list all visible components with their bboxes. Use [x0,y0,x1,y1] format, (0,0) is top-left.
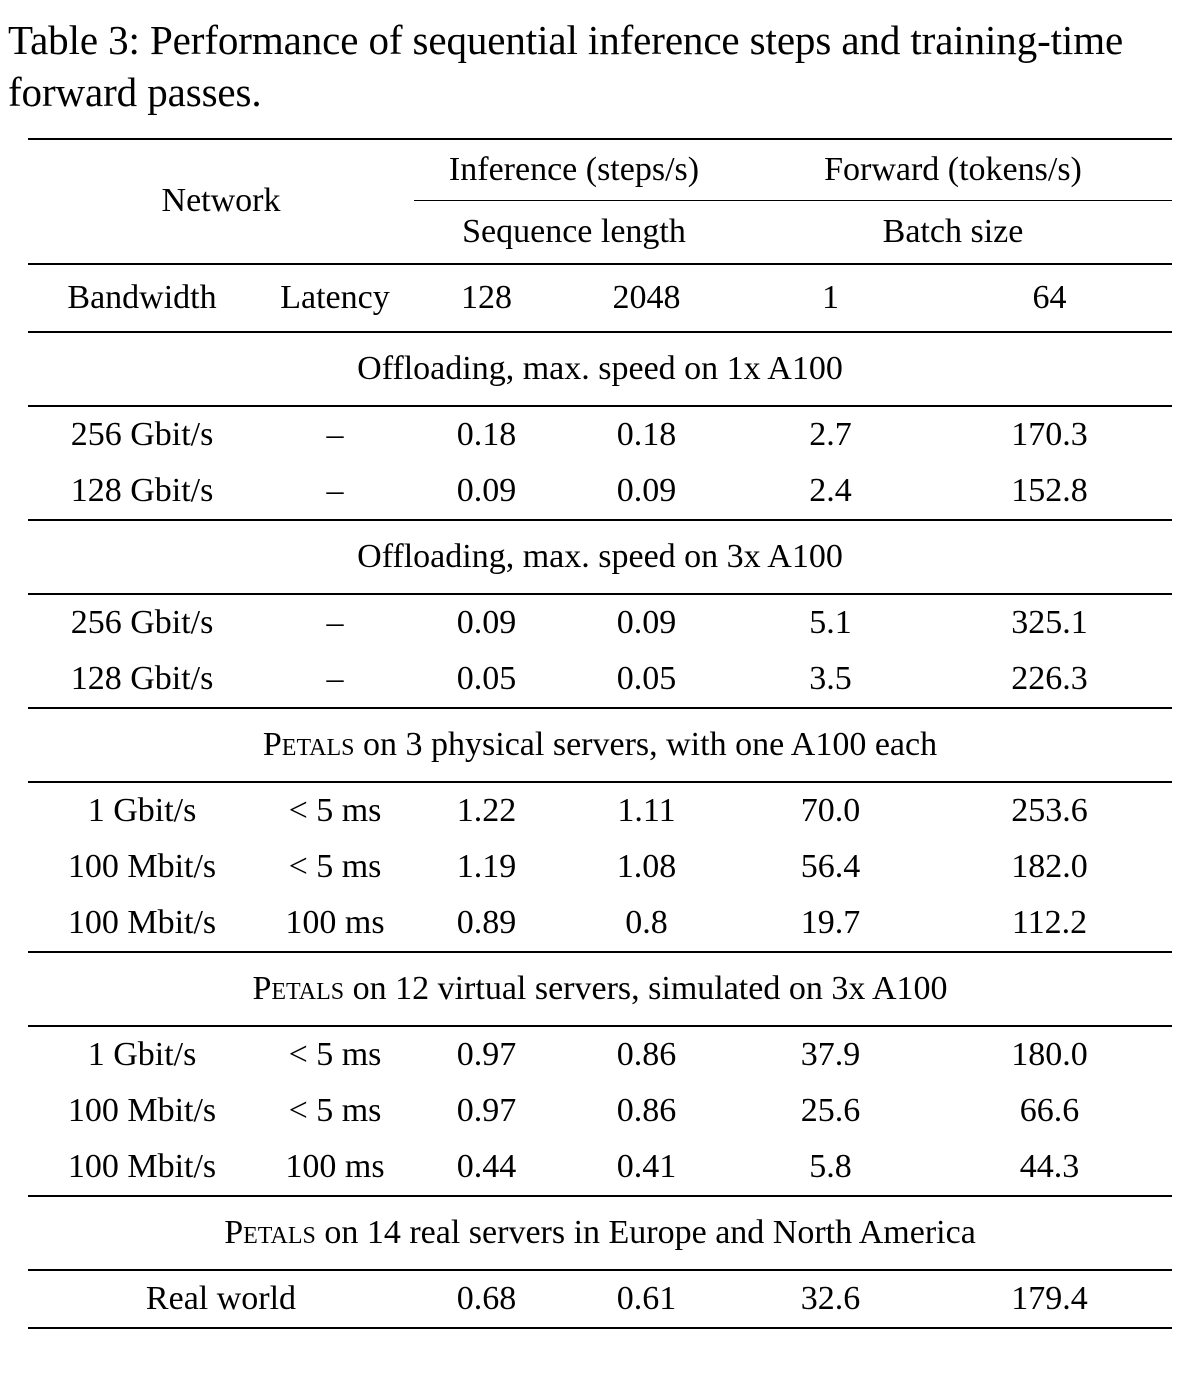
section-title-row [28,1197,1172,1270]
cell-latency: 100 ms [285,903,385,941]
cell-bandwidth: 100 Mbit/s [67,847,217,885]
cell-seq2048: 0.8 [625,903,668,941]
cell-seq128: 1.22 [456,791,517,829]
cell-latency: 100 ms [285,1147,385,1185]
section-title-text: on 12 virtual servers, simulated on 3x A100 [352,969,948,1007]
cell-batch1: 2.7 [809,415,852,453]
table-body [28,139,1172,1329]
header-forward-group: Forward (tokens/s) [824,150,1082,188]
cell-seq2048: 0.86 [616,1091,677,1129]
section-title-text: Offloading, max. speed on 3x A100 [357,537,843,575]
cell-batch1: 19.7 [800,903,861,941]
table-row [28,783,1172,839]
header-sequence-length: Sequence length [414,200,734,264]
cell-bandwidth: 128 Gbit/s [70,471,214,509]
cell-batch1: 2.4 [809,471,852,509]
header-col-2048: 2048 [612,278,681,316]
cell-batch64: 179.4 [1011,1279,1088,1317]
cell-seq2048: 0.05 [616,659,677,697]
cell-seq128: 1.19 [456,847,517,885]
cell-latency: < 5 ms [288,791,382,829]
cell-batch64: 182.0 [1011,847,1088,885]
cell-bandwidth: Real world [145,1279,297,1317]
header-inference-group: Inference (steps/s) [448,150,700,188]
header-col-64: 64 [1032,278,1067,316]
cell-seq128: 0.89 [456,903,517,941]
section-title-row [28,709,1172,782]
cell-latency: – [326,659,344,697]
cell-batch1: 56.4 [800,847,861,885]
cell-batch64: 226.3 [1011,659,1088,697]
section-title [28,1197,1172,1270]
cell-latency: < 5 ms [288,1091,382,1129]
cell-bandwidth: 100 Mbit/s [67,1091,217,1129]
section-title-text: on 14 real servers in Europe and North America [324,1213,976,1251]
cell-seq128: 0.97 [456,1091,517,1129]
cell-seq128: 0.44 [456,1147,517,1185]
header-network: Network [161,182,281,220]
table-row [28,1083,1172,1139]
rule-bottom [28,1328,1172,1329]
section-title-row [28,333,1172,406]
section-title [28,333,1172,406]
table-caption: Table 3: Performance of sequential inference steps and training-time forward passes. [8,17,1124,116]
header-batch-size: Batch size [734,200,1172,264]
cell-seq128: 0.97 [456,1035,517,1073]
cell-seq128: 0.18 [456,415,517,453]
table-row [28,1139,1172,1196]
section-title-prefix: Petals [262,725,364,763]
cell-batch64: 152.8 [1011,471,1088,509]
cell-batch64: 66.6 [1019,1091,1080,1129]
section-title-prefix: Petals [252,969,353,1007]
cell-latency: < 5 ms [288,847,382,885]
header-bandwidth: Bandwidth [67,278,217,316]
cell-batch1: 25.6 [800,1091,861,1129]
cell-batch1: 70.0 [800,791,861,829]
cell-latency: < 5 ms [288,1035,382,1073]
cell-seq2048: 0.86 [616,1035,677,1073]
header-row-groups [28,140,1172,201]
section-title [28,521,1172,594]
section-title [28,953,1172,1026]
table-row [28,895,1172,952]
section-title-row [28,953,1172,1026]
cell-seq2048: 0.09 [616,603,677,641]
header-col-1: 1 [822,278,839,316]
table-row [28,407,1172,463]
cell-latency: – [326,603,344,641]
cell-seq128: 0.05 [456,659,517,697]
section-title-row [28,521,1172,594]
cell-seq2048: 0.09 [616,471,677,509]
table-row [28,839,1172,895]
section-title-text: Offloading, max. speed on 1x A100 [357,349,843,387]
cell-bandwidth: 256 Gbit/s [70,603,214,641]
cell-latency: – [326,471,344,509]
cell-seq2048: 0.41 [616,1147,677,1185]
table-row [28,463,1172,520]
section-title [28,709,1172,782]
cell-batch1: 5.8 [809,1147,852,1185]
cell-bandwidth: 1 Gbit/s [87,791,197,829]
cell-batch64: 180.0 [1011,1035,1088,1073]
cell-batch64: 325.1 [1011,603,1088,641]
cell-latency: – [326,415,344,453]
cell-batch1: 32.6 [800,1279,861,1317]
header-row-columns [28,265,1172,332]
table-row [28,1027,1172,1083]
cell-bandwidth: 100 Mbit/s [67,903,217,941]
cell-bandwidth: 100 Mbit/s [67,1147,217,1185]
cell-batch64: 253.6 [1011,791,1088,829]
cell-bandwidth: 128 Gbit/s [70,659,214,697]
header-col-128: 128 [461,278,512,316]
cell-seq2048: 0.61 [616,1279,677,1317]
table-row [28,1271,1172,1328]
section-title-text: on 3 physical servers, with one A100 each [363,725,938,763]
cell-seq2048: 1.11 [617,791,676,829]
cell-bandwidth: 1 Gbit/s [87,1035,197,1073]
cell-seq128: 0.09 [456,603,517,641]
table-row [28,651,1172,708]
cell-batch1: 3.5 [809,659,852,697]
cell-batch64: 112.2 [1011,903,1088,941]
cell-batch1: 37.9 [800,1035,861,1073]
table-row [28,595,1172,651]
cell-batch64: 170.3 [1011,415,1088,453]
cell-seq128: 0.09 [456,471,517,509]
header-latency: Latency [280,278,390,316]
section-title-prefix: Petals [224,1213,325,1251]
performance-table [28,138,1172,1329]
cell-bandwidth: 256 Gbit/s [70,415,214,453]
cell-seq128: 0.68 [456,1279,517,1317]
cell-batch1: 5.1 [809,603,852,641]
cell-seq2048: 1.08 [616,847,677,885]
cell-seq2048: 0.18 [616,415,677,453]
cell-batch64: 44.3 [1019,1147,1080,1185]
